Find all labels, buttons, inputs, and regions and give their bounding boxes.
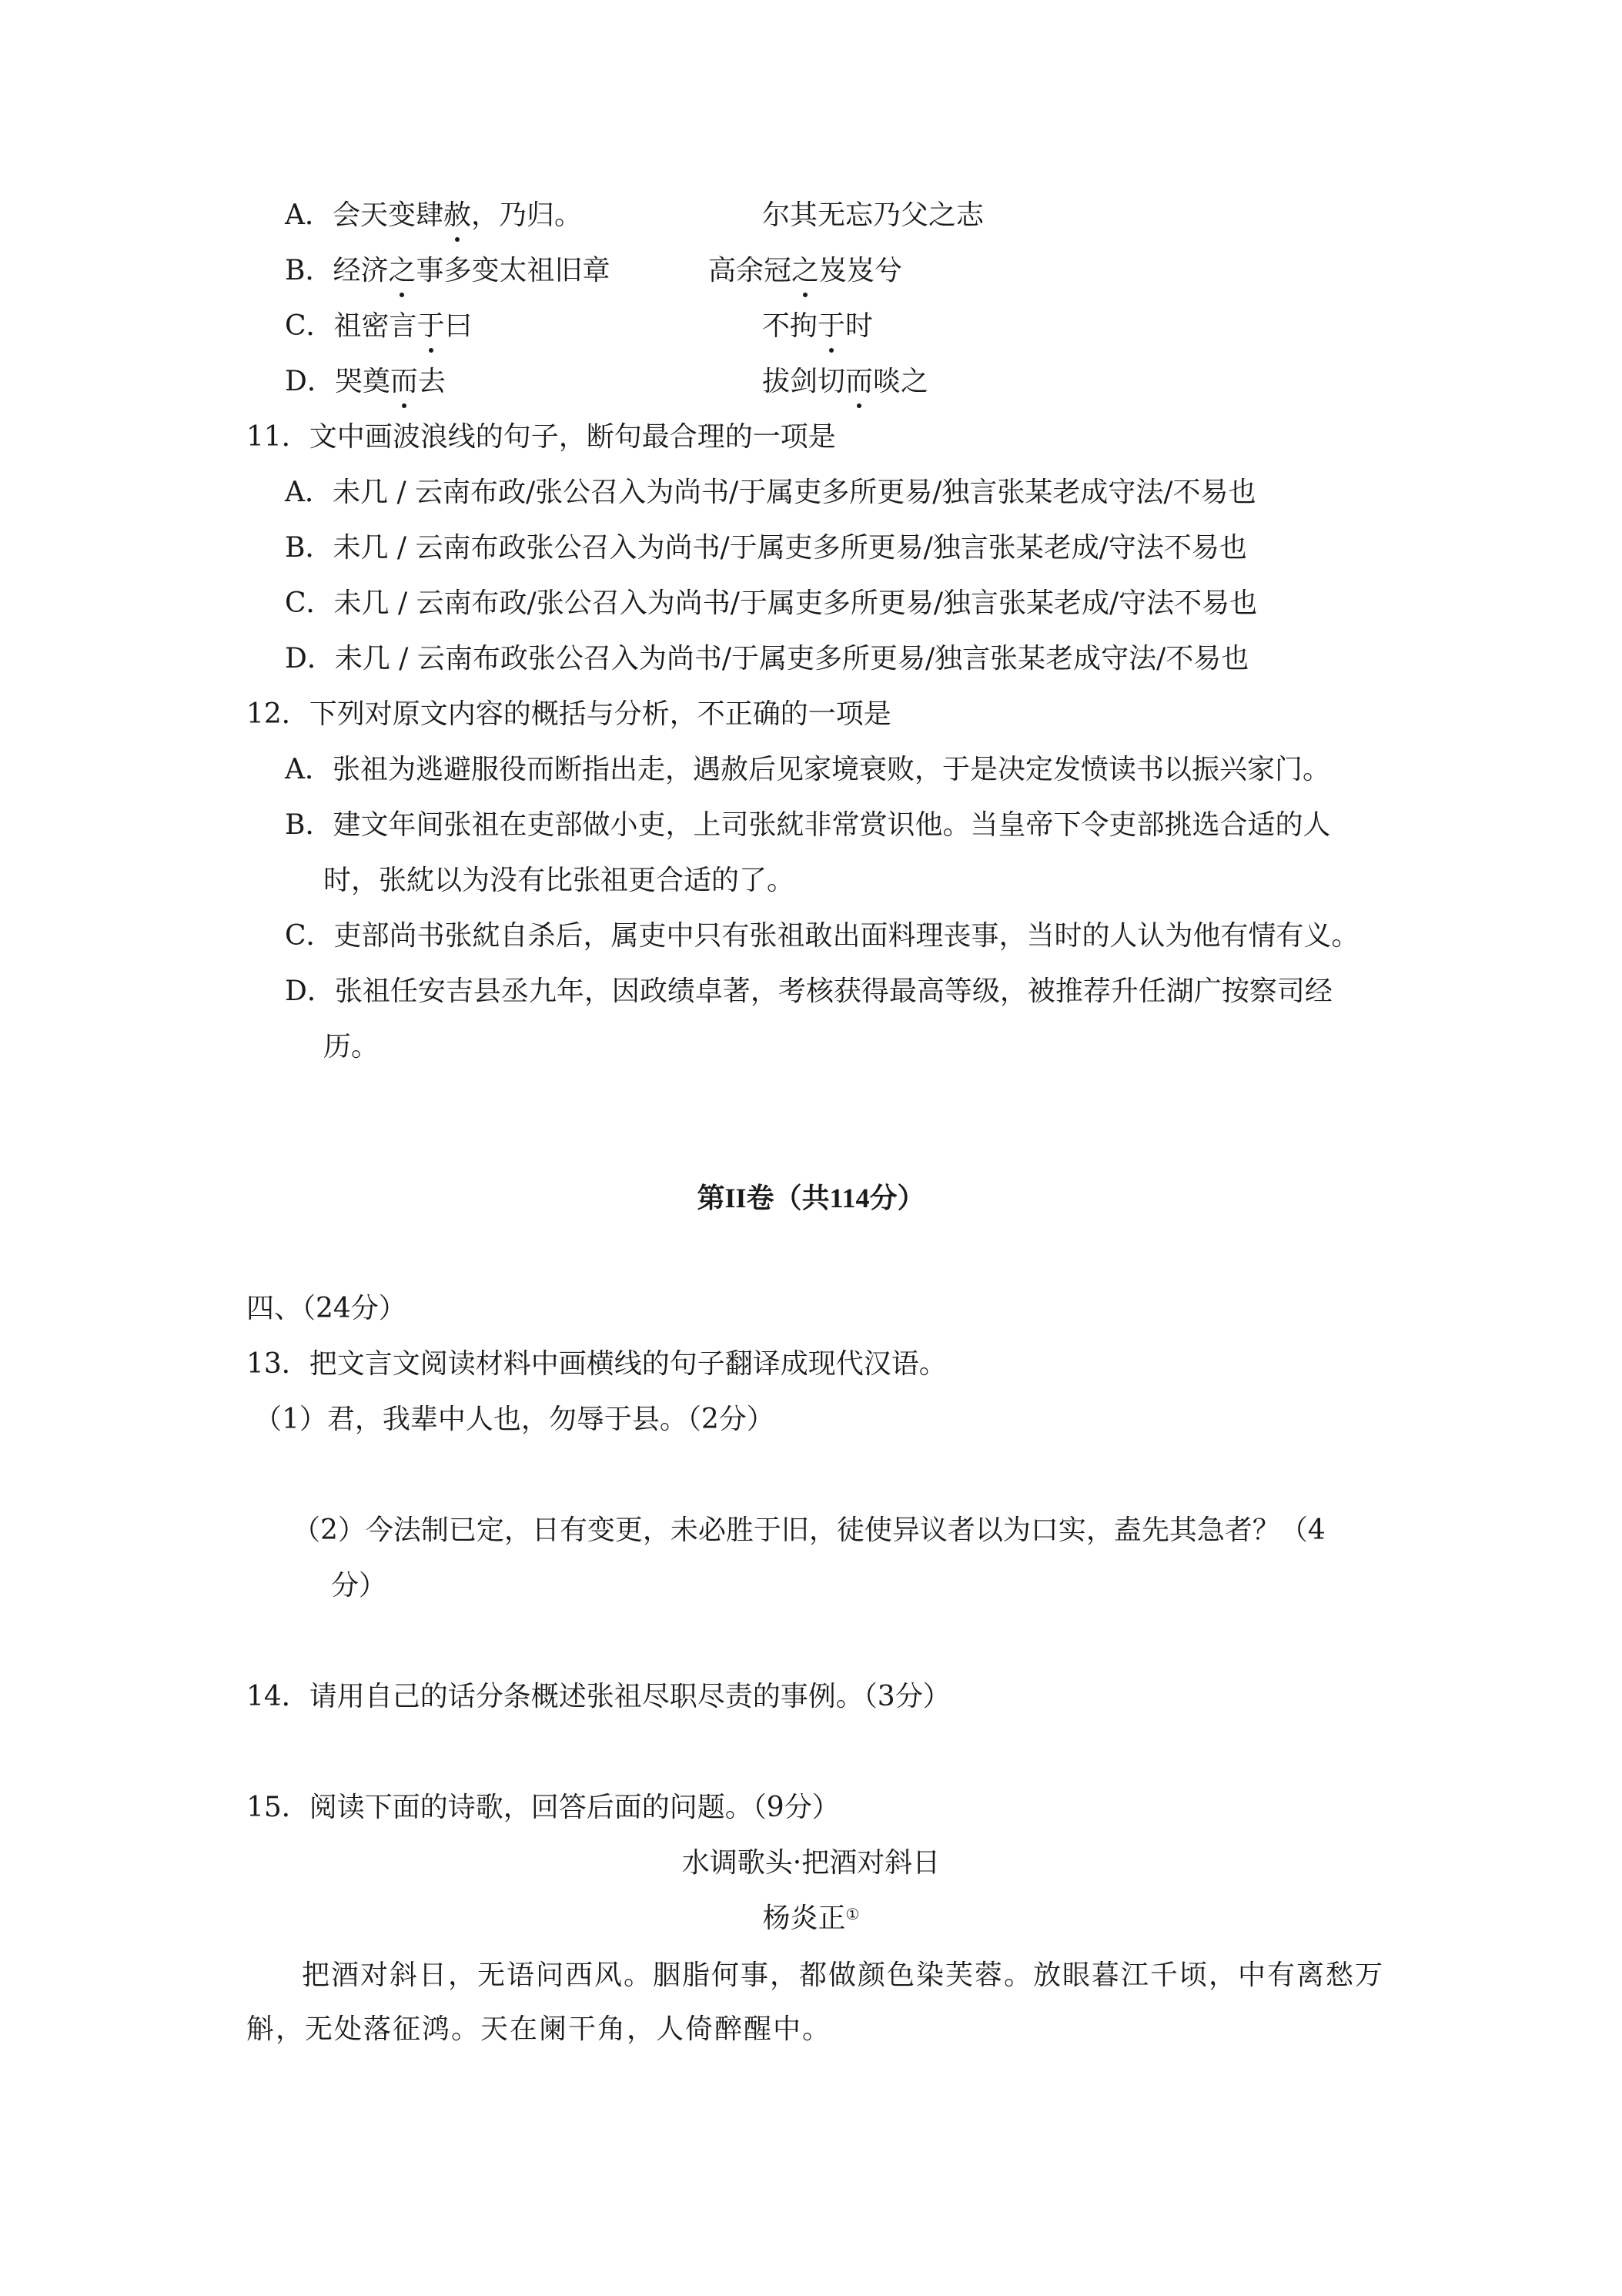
q12-option-d: D．张祖任安吉县丞九年，因政绩卓著，考核获得最高等级，被推荐升任湖广按察司经 — [285, 976, 1333, 1007]
q10-option-a-right: 尔其无忘乃父之志 — [762, 199, 985, 231]
poem-author-name: 杨炎正 — [762, 1903, 846, 1934]
emphasis-dot-char: 而 — [845, 363, 873, 400]
emphasis-dot-char: 于 — [818, 308, 845, 345]
poem-author — [0, 1900, 1622, 1937]
emphasis-dot-char: 之 — [388, 253, 416, 290]
poem-title: 水调歌头·把酒对斜日 — [681, 1847, 941, 1879]
q11-stem: 11．文中画波浪线的句子，断句最合理的一项是 — [246, 421, 836, 453]
q10-option-d-right: 拔剑切而啖之 — [762, 363, 928, 400]
q11-option-a: A．未几 / 云南布政/张公召入为尚书/于属吏多所更易/独言张某老成守法/不易也 — [285, 477, 1256, 508]
q13-sentence-2: （2）今法制已定，日有变更，未必胜于旧，徒使异议者以为口实，盍先其急者？（4 — [293, 1514, 1326, 1546]
q10-option-c: C．祖密言于曰 — [285, 308, 473, 345]
q13-stem: 13．把文言文阅读材料中画横线的句子翻译成现代汉语。 — [246, 1348, 947, 1380]
q15-stem: 15．阅读下面的诗歌，回答后面的问题。（9分） — [246, 1792, 840, 1823]
q13-sentence-2-cont: 分） — [331, 1570, 387, 1602]
emphasis-dot-char: 赦 — [443, 197, 471, 234]
q10-option-b-right: 高余冠之岌岌兮 — [708, 253, 902, 290]
poem-text: 把酒对斜日，无语问西风。胭脂何事，都做颜色染芙蓉。放眼暮江千顷，中有离愁万斛，无处落征鸿。天在阑干角，人倚醉醒中。 — [246, 1960, 1385, 2045]
q12-stem: 12．下列对原文内容的概括与分析，不正确的一项是 — [246, 698, 891, 730]
q12-option-b-cont: 时，张紞以为没有比张祖更合适的了。 — [323, 865, 795, 896]
q10-option-a: A．会天变肆赦，乃归。 — [285, 197, 582, 234]
q12-option-d-cont: 历。 — [323, 1031, 380, 1063]
q10-option-b: B．经济之事多变太祖旧章 — [285, 253, 610, 290]
q13-sentence-1: （1）君，我辈中人也，勿辱于县。（2分） — [254, 1404, 774, 1435]
emphasis-dot-char: 而 — [390, 363, 418, 400]
q10-option-d: D．哭奠而去 — [285, 363, 446, 400]
q11-option-b: B．未几 / 云南布政张公召入为尚书/于属吏多所更易/独言张某老成/守法不易也 — [285, 532, 1247, 564]
q12-option-a: A．张祖为逃避服役而断指出走，遇赦后见家境衰败，于是决定发愤读书以振兴家门。 — [285, 754, 1330, 785]
q14-stem: 14．请用自己的话分条概述张祖尽职尽责的事例。（3分） — [246, 1681, 951, 1712]
part-four-heading: 四、（24分） — [246, 1293, 406, 1324]
q12-option-b: B．建文年间张祖在吏部做小吏，上司张紞非常赏识他。当皇帝下令吏部挑选合适的人 — [285, 809, 1331, 841]
footnote-marker: ① — [845, 1905, 860, 1923]
q11-option-d: D．未几 / 云南布政张公召入为尚书/于属吏多所更易/独言张某老成守法/不易也 — [285, 643, 1249, 674]
q11-option-c: C．未几 / 云南布政/张公召入为尚书/于属吏多所更易/独言张某老成/守法不易也 — [285, 587, 1258, 619]
q10-option-c-right: 不拘于时 — [762, 308, 873, 345]
section-title: 第II卷（共114分） — [697, 1183, 925, 1213]
emphasis-dot-char: 于 — [417, 308, 445, 345]
emphasis-dot-char: 之 — [791, 253, 819, 290]
q12-option-c: C．吏部尚书张紞自杀后，属吏中只有张祖敢出面料理丧事，当时的人认为他有情有义。 — [285, 920, 1359, 952]
